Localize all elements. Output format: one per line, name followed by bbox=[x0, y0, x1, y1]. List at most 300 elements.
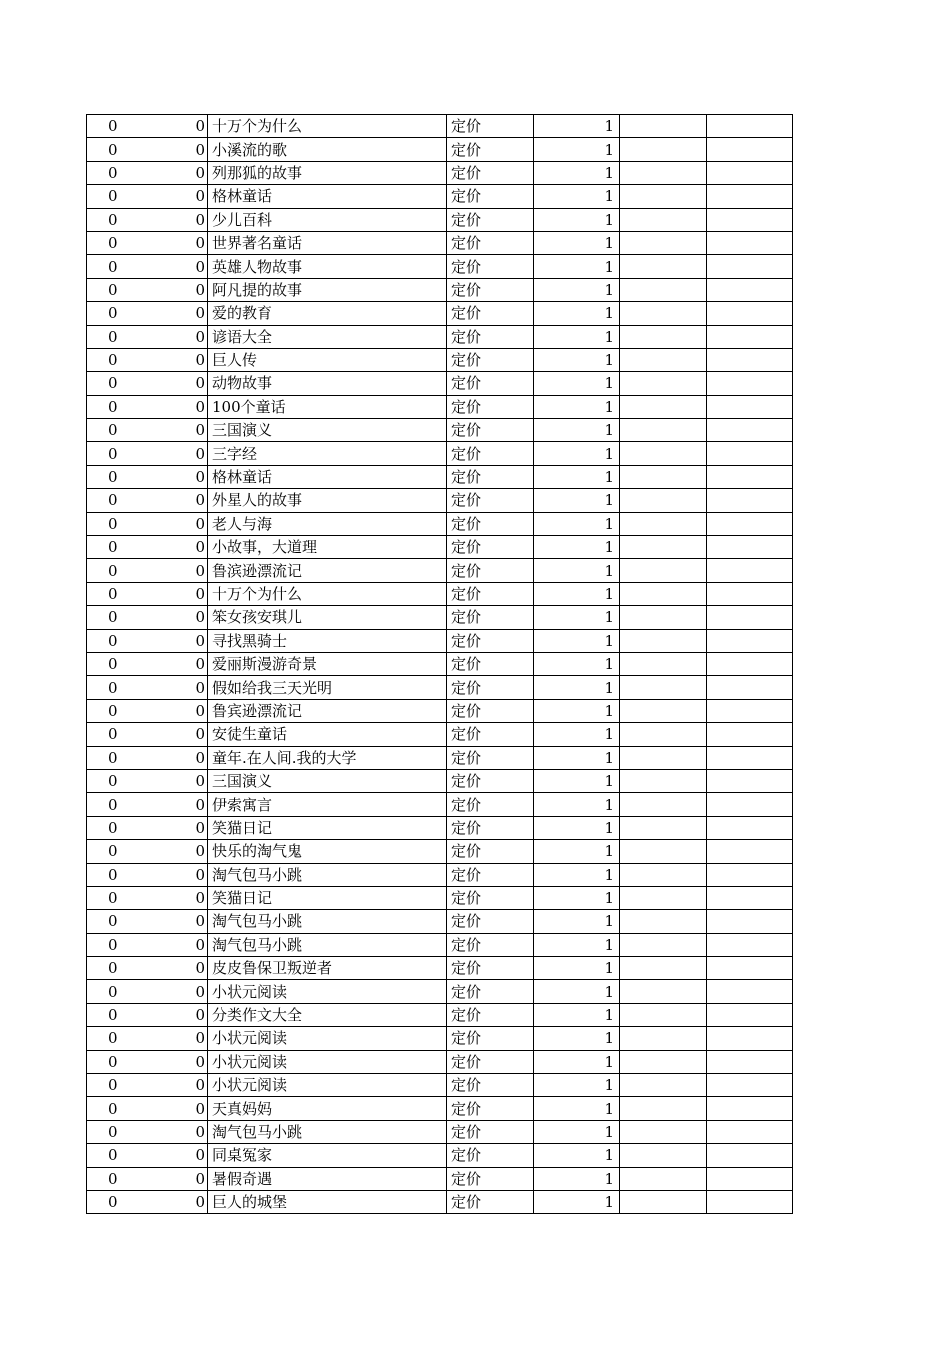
cell-title[interactable]: 笨女孩安琪儿 bbox=[208, 606, 447, 629]
cell-number-a[interactable]: 0 bbox=[87, 652, 122, 675]
cell-quantity[interactable]: 1 bbox=[534, 816, 620, 839]
cell-price-label[interactable]: 定价 bbox=[447, 652, 534, 675]
cell-number-a[interactable]: 0 bbox=[87, 933, 122, 956]
cell-number-b[interactable]: 0 bbox=[122, 816, 208, 839]
cell-quantity[interactable]: 1 bbox=[534, 1050, 620, 1073]
cell-number-b[interactable]: 0 bbox=[122, 746, 208, 769]
cell-number-a[interactable]: 0 bbox=[87, 1120, 122, 1143]
cell-title[interactable]: 小溪流的歌 bbox=[208, 138, 447, 161]
cell-price-label[interactable]: 定价 bbox=[447, 606, 534, 629]
cell-empty[interactable] bbox=[620, 138, 707, 161]
cell-number-a[interactable]: 0 bbox=[87, 606, 122, 629]
cell-price-label[interactable]: 定价 bbox=[447, 536, 534, 559]
cell-quantity[interactable]: 1 bbox=[534, 138, 620, 161]
cell-empty[interactable] bbox=[620, 1050, 707, 1073]
cell-number-b[interactable]: 0 bbox=[122, 629, 208, 652]
cell-number-a[interactable]: 0 bbox=[87, 769, 122, 792]
cell-number-b[interactable]: 0 bbox=[122, 465, 208, 488]
cell-title[interactable]: 爱丽斯漫游奇景 bbox=[208, 652, 447, 675]
cell-number-b[interactable]: 0 bbox=[122, 536, 208, 559]
cell-number-b[interactable]: 0 bbox=[122, 723, 208, 746]
cell-number-b[interactable]: 0 bbox=[122, 910, 208, 933]
cell-quantity[interactable]: 1 bbox=[534, 957, 620, 980]
cell-title[interactable]: 三国演义 bbox=[208, 419, 447, 442]
cell-empty[interactable] bbox=[707, 957, 793, 980]
cell-number-b[interactable]: 0 bbox=[122, 957, 208, 980]
cell-number-b[interactable]: 0 bbox=[122, 1003, 208, 1026]
cell-quantity[interactable]: 1 bbox=[534, 980, 620, 1003]
cell-number-a[interactable]: 0 bbox=[87, 582, 122, 605]
cell-quantity[interactable]: 1 bbox=[534, 746, 620, 769]
cell-number-b[interactable]: 0 bbox=[122, 676, 208, 699]
cell-empty[interactable] bbox=[620, 489, 707, 512]
cell-quantity[interactable]: 1 bbox=[534, 933, 620, 956]
cell-price-label[interactable]: 定价 bbox=[447, 1167, 534, 1190]
cell-empty[interactable] bbox=[707, 980, 793, 1003]
cell-empty[interactable] bbox=[620, 980, 707, 1003]
cell-quantity[interactable]: 1 bbox=[534, 1144, 620, 1167]
cell-price-label[interactable]: 定价 bbox=[447, 395, 534, 418]
cell-price-label[interactable]: 定价 bbox=[447, 1027, 534, 1050]
cell-title[interactable]: 淘气包马小跳 bbox=[208, 863, 447, 886]
cell-title[interactable]: 巨人传 bbox=[208, 348, 447, 371]
cell-price-label[interactable]: 定价 bbox=[447, 863, 534, 886]
cell-empty[interactable] bbox=[620, 208, 707, 231]
cell-empty[interactable] bbox=[620, 325, 707, 348]
cell-number-a[interactable]: 0 bbox=[87, 1050, 122, 1073]
cell-number-a[interactable]: 0 bbox=[87, 185, 122, 208]
cell-empty[interactable] bbox=[620, 957, 707, 980]
cell-empty[interactable] bbox=[707, 465, 793, 488]
cell-title[interactable]: 爱的教育 bbox=[208, 302, 447, 325]
cell-empty[interactable] bbox=[707, 208, 793, 231]
cell-number-b[interactable]: 0 bbox=[122, 138, 208, 161]
cell-number-a[interactable]: 0 bbox=[87, 957, 122, 980]
cell-price-label[interactable]: 定价 bbox=[447, 372, 534, 395]
cell-empty[interactable] bbox=[620, 442, 707, 465]
cell-price-label[interactable]: 定价 bbox=[447, 302, 534, 325]
cell-title[interactable]: 小状元阅读 bbox=[208, 980, 447, 1003]
cell-number-a[interactable]: 0 bbox=[87, 980, 122, 1003]
cell-price-label[interactable]: 定价 bbox=[447, 769, 534, 792]
cell-number-b[interactable]: 0 bbox=[122, 255, 208, 278]
cell-title[interactable]: 同桌冤家 bbox=[208, 1144, 447, 1167]
cell-title[interactable]: 英雄人物故事 bbox=[208, 255, 447, 278]
cell-empty[interactable] bbox=[707, 629, 793, 652]
cell-empty[interactable] bbox=[707, 746, 793, 769]
cell-empty[interactable] bbox=[707, 138, 793, 161]
cell-number-b[interactable]: 0 bbox=[122, 980, 208, 1003]
cell-empty[interactable] bbox=[707, 419, 793, 442]
cell-empty[interactable] bbox=[620, 769, 707, 792]
cell-number-b[interactable]: 0 bbox=[122, 933, 208, 956]
cell-number-b[interactable]: 0 bbox=[122, 652, 208, 675]
cell-empty[interactable] bbox=[620, 302, 707, 325]
cell-title[interactable]: 十万个为什么 bbox=[208, 115, 447, 138]
cell-title[interactable]: 童年.在人间.我的大学 bbox=[208, 746, 447, 769]
cell-empty[interactable] bbox=[707, 816, 793, 839]
cell-empty[interactable] bbox=[620, 910, 707, 933]
cell-empty[interactable] bbox=[707, 372, 793, 395]
cell-number-a[interactable]: 0 bbox=[87, 840, 122, 863]
cell-title[interactable]: 快乐的淘气鬼 bbox=[208, 840, 447, 863]
cell-empty[interactable] bbox=[620, 1190, 707, 1213]
cell-number-b[interactable]: 0 bbox=[122, 1074, 208, 1097]
cell-price-label[interactable]: 定价 bbox=[447, 793, 534, 816]
cell-title[interactable]: 巨人的城堡 bbox=[208, 1190, 447, 1213]
cell-number-b[interactable]: 0 bbox=[122, 840, 208, 863]
cell-empty[interactable] bbox=[620, 699, 707, 722]
cell-price-label[interactable]: 定价 bbox=[447, 512, 534, 535]
cell-quantity[interactable]: 1 bbox=[534, 395, 620, 418]
cell-empty[interactable] bbox=[707, 1097, 793, 1120]
cell-number-a[interactable]: 0 bbox=[87, 629, 122, 652]
cell-title[interactable]: 十万个为什么 bbox=[208, 582, 447, 605]
cell-title[interactable]: 分类作文大全 bbox=[208, 1003, 447, 1026]
cell-number-b[interactable]: 0 bbox=[122, 863, 208, 886]
cell-quantity[interactable]: 1 bbox=[534, 769, 620, 792]
cell-empty[interactable] bbox=[620, 1003, 707, 1026]
cell-empty[interactable] bbox=[620, 372, 707, 395]
cell-number-b[interactable]: 0 bbox=[122, 115, 208, 138]
cell-number-b[interactable]: 0 bbox=[122, 1050, 208, 1073]
cell-number-b[interactable]: 0 bbox=[122, 1167, 208, 1190]
cell-price-label[interactable]: 定价 bbox=[447, 419, 534, 442]
cell-number-a[interactable]: 0 bbox=[87, 1003, 122, 1026]
cell-number-b[interactable]: 0 bbox=[122, 395, 208, 418]
cell-empty[interactable] bbox=[620, 255, 707, 278]
cell-price-label[interactable]: 定价 bbox=[447, 489, 534, 512]
cell-quantity[interactable]: 1 bbox=[534, 348, 620, 371]
cell-number-a[interactable]: 0 bbox=[87, 1027, 122, 1050]
cell-quantity[interactable]: 1 bbox=[534, 278, 620, 301]
cell-number-b[interactable]: 0 bbox=[122, 793, 208, 816]
cell-empty[interactable] bbox=[707, 489, 793, 512]
cell-empty[interactable] bbox=[707, 559, 793, 582]
cell-number-a[interactable]: 0 bbox=[87, 208, 122, 231]
cell-quantity[interactable]: 1 bbox=[534, 629, 620, 652]
cell-number-b[interactable]: 0 bbox=[122, 512, 208, 535]
cell-price-label[interactable]: 定价 bbox=[447, 957, 534, 980]
cell-empty[interactable] bbox=[707, 582, 793, 605]
cell-quantity[interactable]: 1 bbox=[534, 536, 620, 559]
cell-title[interactable]: 外星人的故事 bbox=[208, 489, 447, 512]
cell-empty[interactable] bbox=[707, 348, 793, 371]
cell-quantity[interactable]: 1 bbox=[534, 723, 620, 746]
cell-title[interactable]: 笑猫日记 bbox=[208, 886, 447, 909]
cell-title[interactable]: 鲁滨逊漂流记 bbox=[208, 559, 447, 582]
cell-number-a[interactable]: 0 bbox=[87, 536, 122, 559]
cell-title[interactable]: 小状元阅读 bbox=[208, 1027, 447, 1050]
cell-price-label[interactable]: 定价 bbox=[447, 933, 534, 956]
cell-empty[interactable] bbox=[707, 793, 793, 816]
cell-empty[interactable] bbox=[707, 1050, 793, 1073]
cell-price-label[interactable]: 定价 bbox=[447, 465, 534, 488]
cell-empty[interactable] bbox=[707, 536, 793, 559]
cell-title[interactable]: 寻找黑骑士 bbox=[208, 629, 447, 652]
cell-empty[interactable] bbox=[707, 185, 793, 208]
cell-title[interactable]: 阿凡提的故事 bbox=[208, 278, 447, 301]
cell-price-label[interactable]: 定价 bbox=[447, 980, 534, 1003]
cell-number-b[interactable]: 0 bbox=[122, 325, 208, 348]
cell-empty[interactable] bbox=[620, 793, 707, 816]
cell-empty[interactable] bbox=[707, 723, 793, 746]
cell-empty[interactable] bbox=[620, 1027, 707, 1050]
cell-title[interactable]: 淘气包马小跳 bbox=[208, 910, 447, 933]
cell-quantity[interactable]: 1 bbox=[534, 185, 620, 208]
cell-number-b[interactable]: 0 bbox=[122, 348, 208, 371]
cell-price-label[interactable]: 定价 bbox=[447, 1190, 534, 1213]
cell-quantity[interactable]: 1 bbox=[534, 161, 620, 184]
cell-title[interactable]: 世界著名童话 bbox=[208, 231, 447, 254]
cell-empty[interactable] bbox=[620, 185, 707, 208]
cell-quantity[interactable]: 1 bbox=[534, 1074, 620, 1097]
cell-empty[interactable] bbox=[707, 1074, 793, 1097]
cell-empty[interactable] bbox=[620, 512, 707, 535]
cell-number-a[interactable]: 0 bbox=[87, 255, 122, 278]
cell-quantity[interactable]: 1 bbox=[534, 1097, 620, 1120]
cell-price-label[interactable]: 定价 bbox=[447, 231, 534, 254]
cell-price-label[interactable]: 定价 bbox=[447, 840, 534, 863]
cell-quantity[interactable]: 1 bbox=[534, 606, 620, 629]
cell-empty[interactable] bbox=[707, 512, 793, 535]
cell-quantity[interactable]: 1 bbox=[534, 442, 620, 465]
cell-title[interactable]: 天真妈妈 bbox=[208, 1097, 447, 1120]
cell-quantity[interactable]: 1 bbox=[534, 863, 620, 886]
cell-number-a[interactable]: 0 bbox=[87, 793, 122, 816]
cell-empty[interactable] bbox=[620, 1167, 707, 1190]
cell-price-label[interactable]: 定价 bbox=[447, 1050, 534, 1073]
cell-number-b[interactable]: 0 bbox=[122, 208, 208, 231]
cell-number-a[interactable]: 0 bbox=[87, 395, 122, 418]
cell-title[interactable]: 安徒生童话 bbox=[208, 723, 447, 746]
cell-empty[interactable] bbox=[620, 933, 707, 956]
cell-empty[interactable] bbox=[707, 302, 793, 325]
cell-empty[interactable] bbox=[707, 278, 793, 301]
cell-quantity[interactable]: 1 bbox=[534, 1190, 620, 1213]
cell-empty[interactable] bbox=[707, 676, 793, 699]
cell-empty[interactable] bbox=[707, 1120, 793, 1143]
cell-title[interactable]: 鲁宾逊漂流记 bbox=[208, 699, 447, 722]
cell-price-label[interactable]: 定价 bbox=[447, 185, 534, 208]
cell-number-a[interactable]: 0 bbox=[87, 419, 122, 442]
cell-quantity[interactable]: 1 bbox=[534, 302, 620, 325]
cell-price-label[interactable]: 定价 bbox=[447, 325, 534, 348]
cell-price-label[interactable]: 定价 bbox=[447, 208, 534, 231]
cell-empty[interactable] bbox=[620, 419, 707, 442]
cell-price-label[interactable]: 定价 bbox=[447, 582, 534, 605]
cell-number-a[interactable]: 0 bbox=[87, 512, 122, 535]
cell-empty[interactable] bbox=[707, 652, 793, 675]
cell-number-a[interactable]: 0 bbox=[87, 1190, 122, 1213]
cell-title[interactable]: 暑假奇遇 bbox=[208, 1167, 447, 1190]
cell-number-a[interactable]: 0 bbox=[87, 465, 122, 488]
cell-empty[interactable] bbox=[707, 910, 793, 933]
cell-quantity[interactable]: 1 bbox=[534, 489, 620, 512]
cell-empty[interactable] bbox=[707, 1027, 793, 1050]
cell-empty[interactable] bbox=[707, 769, 793, 792]
cell-empty[interactable] bbox=[620, 816, 707, 839]
cell-number-b[interactable]: 0 bbox=[122, 582, 208, 605]
cell-empty[interactable] bbox=[707, 1144, 793, 1167]
cell-number-a[interactable]: 0 bbox=[87, 863, 122, 886]
cell-title[interactable]: 伊索寓言 bbox=[208, 793, 447, 816]
cell-title[interactable]: 皮皮鲁保卫叛逆者 bbox=[208, 957, 447, 980]
cell-quantity[interactable]: 1 bbox=[534, 325, 620, 348]
cell-title[interactable]: 格林童话 bbox=[208, 185, 447, 208]
cell-number-b[interactable]: 0 bbox=[122, 1097, 208, 1120]
cell-empty[interactable] bbox=[707, 115, 793, 138]
cell-price-label[interactable]: 定价 bbox=[447, 886, 534, 909]
cell-quantity[interactable]: 1 bbox=[534, 886, 620, 909]
cell-price-label[interactable]: 定价 bbox=[447, 1144, 534, 1167]
cell-price-label[interactable]: 定价 bbox=[447, 723, 534, 746]
cell-empty[interactable] bbox=[620, 1120, 707, 1143]
cell-number-a[interactable]: 0 bbox=[87, 910, 122, 933]
cell-number-b[interactable]: 0 bbox=[122, 185, 208, 208]
cell-price-label[interactable]: 定价 bbox=[447, 255, 534, 278]
cell-number-b[interactable]: 0 bbox=[122, 231, 208, 254]
cell-title[interactable]: 动物故事 bbox=[208, 372, 447, 395]
cell-number-a[interactable]: 0 bbox=[87, 746, 122, 769]
cell-number-a[interactable]: 0 bbox=[87, 676, 122, 699]
cell-price-label[interactable]: 定价 bbox=[447, 629, 534, 652]
cell-empty[interactable] bbox=[620, 1074, 707, 1097]
cell-empty[interactable] bbox=[620, 536, 707, 559]
cell-title[interactable]: 小故事，大道理 bbox=[208, 536, 447, 559]
cell-price-label[interactable]: 定价 bbox=[447, 348, 534, 371]
cell-number-a[interactable]: 0 bbox=[87, 1097, 122, 1120]
cell-empty[interactable] bbox=[707, 395, 793, 418]
cell-price-label[interactable]: 定价 bbox=[447, 1097, 534, 1120]
cell-number-a[interactable]: 0 bbox=[87, 372, 122, 395]
cell-price-label[interactable]: 定价 bbox=[447, 1074, 534, 1097]
cell-quantity[interactable]: 1 bbox=[534, 652, 620, 675]
cell-empty[interactable] bbox=[707, 863, 793, 886]
cell-number-a[interactable]: 0 bbox=[87, 325, 122, 348]
cell-empty[interactable] bbox=[620, 746, 707, 769]
cell-price-label[interactable]: 定价 bbox=[447, 138, 534, 161]
cell-empty[interactable] bbox=[620, 1144, 707, 1167]
cell-price-label[interactable]: 定价 bbox=[447, 676, 534, 699]
cell-empty[interactable] bbox=[707, 1003, 793, 1026]
cell-number-a[interactable]: 0 bbox=[87, 816, 122, 839]
cell-title[interactable]: 淘气包马小跳 bbox=[208, 933, 447, 956]
cell-quantity[interactable]: 1 bbox=[534, 372, 620, 395]
cell-quantity[interactable]: 1 bbox=[534, 208, 620, 231]
cell-empty[interactable] bbox=[707, 325, 793, 348]
cell-price-label[interactable]: 定价 bbox=[447, 1120, 534, 1143]
cell-quantity[interactable]: 1 bbox=[534, 1003, 620, 1026]
cell-empty[interactable] bbox=[707, 840, 793, 863]
cell-title[interactable]: 100个童话 bbox=[208, 395, 447, 418]
cell-empty[interactable] bbox=[620, 348, 707, 371]
cell-number-a[interactable]: 0 bbox=[87, 559, 122, 582]
cell-empty[interactable] bbox=[620, 840, 707, 863]
cell-empty[interactable] bbox=[620, 395, 707, 418]
cell-empty[interactable] bbox=[707, 886, 793, 909]
cell-empty[interactable] bbox=[620, 1097, 707, 1120]
cell-price-label[interactable]: 定价 bbox=[447, 816, 534, 839]
cell-empty[interactable] bbox=[620, 465, 707, 488]
cell-price-label[interactable]: 定价 bbox=[447, 442, 534, 465]
cell-empty[interactable] bbox=[620, 115, 707, 138]
cell-title[interactable]: 格林童话 bbox=[208, 465, 447, 488]
cell-price-label[interactable]: 定价 bbox=[447, 161, 534, 184]
cell-number-b[interactable]: 0 bbox=[122, 302, 208, 325]
cell-number-a[interactable]: 0 bbox=[87, 115, 122, 138]
cell-number-b[interactable]: 0 bbox=[122, 699, 208, 722]
cell-price-label[interactable]: 定价 bbox=[447, 278, 534, 301]
cell-number-a[interactable]: 0 bbox=[87, 1074, 122, 1097]
cell-quantity[interactable]: 1 bbox=[534, 512, 620, 535]
cell-number-b[interactable]: 0 bbox=[122, 769, 208, 792]
cell-number-a[interactable]: 0 bbox=[87, 1144, 122, 1167]
cell-price-label[interactable]: 定价 bbox=[447, 699, 534, 722]
cell-number-a[interactable]: 0 bbox=[87, 489, 122, 512]
cell-empty[interactable] bbox=[707, 606, 793, 629]
cell-quantity[interactable]: 1 bbox=[534, 1120, 620, 1143]
cell-empty[interactable] bbox=[707, 699, 793, 722]
cell-number-a[interactable]: 0 bbox=[87, 138, 122, 161]
cell-title[interactable]: 三国演义 bbox=[208, 769, 447, 792]
cell-empty[interactable] bbox=[620, 278, 707, 301]
cell-quantity[interactable]: 1 bbox=[534, 676, 620, 699]
cell-quantity[interactable]: 1 bbox=[534, 559, 620, 582]
cell-price-label[interactable]: 定价 bbox=[447, 746, 534, 769]
cell-quantity[interactable]: 1 bbox=[534, 419, 620, 442]
cell-price-label[interactable]: 定价 bbox=[447, 910, 534, 933]
cell-empty[interactable] bbox=[707, 933, 793, 956]
cell-quantity[interactable]: 1 bbox=[534, 1167, 620, 1190]
cell-quantity[interactable]: 1 bbox=[534, 910, 620, 933]
cell-number-b[interactable]: 0 bbox=[122, 559, 208, 582]
cell-number-b[interactable]: 0 bbox=[122, 442, 208, 465]
cell-number-a[interactable]: 0 bbox=[87, 161, 122, 184]
cell-quantity[interactable]: 1 bbox=[534, 1027, 620, 1050]
cell-number-b[interactable]: 0 bbox=[122, 161, 208, 184]
cell-title[interactable]: 谚语大全 bbox=[208, 325, 447, 348]
cell-number-a[interactable]: 0 bbox=[87, 886, 122, 909]
cell-empty[interactable] bbox=[620, 723, 707, 746]
cell-title[interactable]: 少儿百科 bbox=[208, 208, 447, 231]
cell-empty[interactable] bbox=[707, 442, 793, 465]
cell-number-a[interactable]: 0 bbox=[87, 1167, 122, 1190]
cell-empty[interactable] bbox=[707, 255, 793, 278]
cell-empty[interactable] bbox=[620, 231, 707, 254]
cell-empty[interactable] bbox=[620, 559, 707, 582]
cell-quantity[interactable]: 1 bbox=[534, 255, 620, 278]
cell-empty[interactable] bbox=[707, 161, 793, 184]
cell-title[interactable]: 小状元阅读 bbox=[208, 1050, 447, 1073]
cell-quantity[interactable]: 1 bbox=[534, 115, 620, 138]
cell-number-b[interactable]: 0 bbox=[122, 489, 208, 512]
cell-number-b[interactable]: 0 bbox=[122, 606, 208, 629]
cell-empty[interactable] bbox=[620, 652, 707, 675]
cell-number-a[interactable]: 0 bbox=[87, 302, 122, 325]
cell-empty[interactable] bbox=[620, 606, 707, 629]
cell-price-label[interactable]: 定价 bbox=[447, 559, 534, 582]
cell-number-b[interactable]: 0 bbox=[122, 1190, 208, 1213]
cell-quantity[interactable]: 1 bbox=[534, 840, 620, 863]
cell-quantity[interactable]: 1 bbox=[534, 793, 620, 816]
cell-empty[interactable] bbox=[620, 676, 707, 699]
cell-price-label[interactable]: 定价 bbox=[447, 115, 534, 138]
cell-title[interactable]: 假如给我三天光明 bbox=[208, 676, 447, 699]
cell-empty[interactable] bbox=[707, 1167, 793, 1190]
cell-number-a[interactable]: 0 bbox=[87, 231, 122, 254]
cell-quantity[interactable]: 1 bbox=[534, 699, 620, 722]
